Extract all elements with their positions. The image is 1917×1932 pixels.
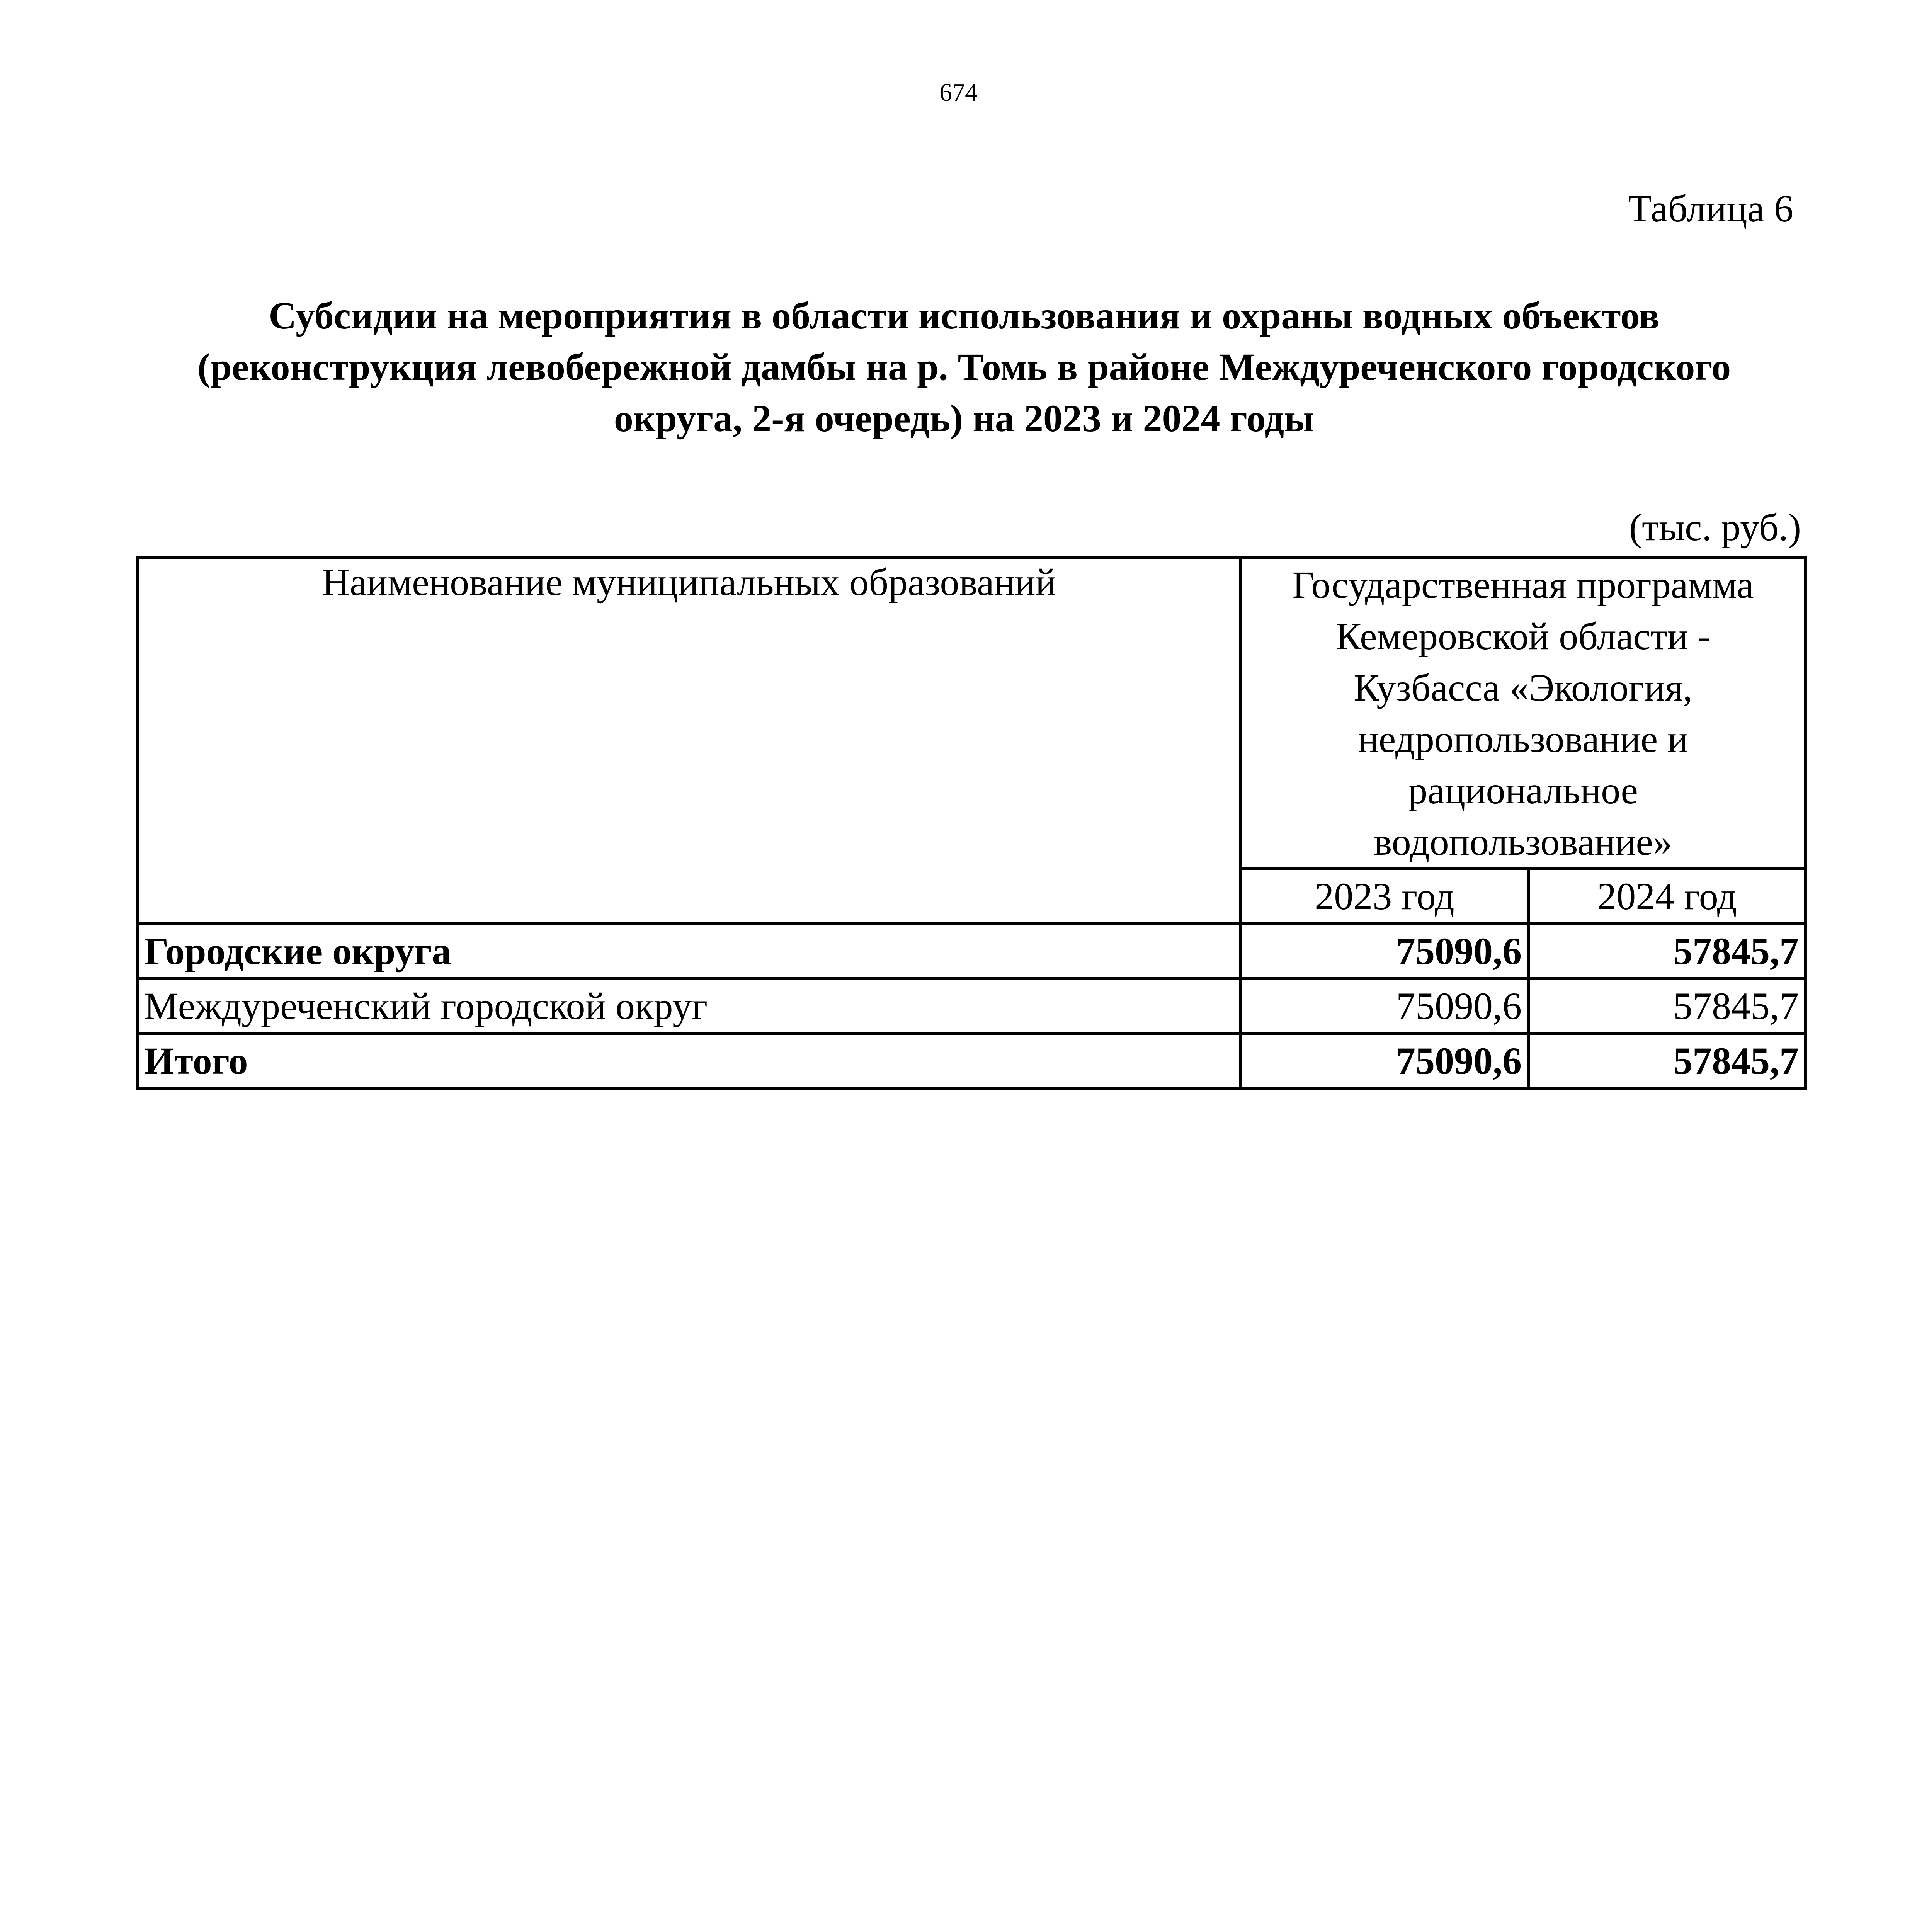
header-program-line: Кемеровской области - <box>1335 615 1711 658</box>
row-value-2023: 75090,6 <box>1241 1034 1529 1088</box>
header-program-line: недропользование и <box>1358 718 1688 760</box>
page-number: 674 <box>939 78 978 107</box>
header-program-line: Кузбасса «Экология, <box>1354 666 1692 709</box>
row-value-2024: 57845,7 <box>1529 924 1806 979</box>
document-title-line: Субсидии на мероприятия в области использования и охраны водных объектов <box>269 294 1660 337</box>
row-value-2023: 75090,6 <box>1241 979 1529 1034</box>
document-title-line: (реконструкция левобережной дамбы на р. Томь в районе Междуреченского городского <box>197 345 1731 388</box>
document-title <box>128 290 1801 444</box>
row-name: Городские округа <box>138 924 1241 979</box>
row-value-2023: 75090,6 <box>1241 924 1529 979</box>
row-value-2024: 57845,7 <box>1529 1034 1806 1088</box>
row-value-2024: 57845,7 <box>1529 979 1806 1034</box>
table-row-total <box>138 1034 1806 1088</box>
header-year-2024: 2024 год <box>1529 869 1806 924</box>
subsidy-table <box>136 556 1807 1090</box>
table-label: Таблица 6 <box>1628 187 1793 230</box>
header-program-line: рациональное <box>1408 769 1638 812</box>
header-program-line: водопользование» <box>1374 820 1672 863</box>
row-name: Междуреченский городской округ <box>138 979 1241 1034</box>
table-row-urban-districts <box>138 924 1806 979</box>
table-row-mezhdurechensky <box>138 979 1806 1034</box>
document-title-line: округа, 2-я очередь) на 2023 и 2024 годы <box>614 397 1315 440</box>
header-state-program <box>1241 558 1806 869</box>
units-label: (тыс. руб.) <box>1629 506 1801 549</box>
table-header-row <box>138 558 1806 869</box>
header-program-line: Государственная программа <box>1292 563 1754 606</box>
header-municipality-name: Наименование муниципальных образований <box>138 558 1241 924</box>
header-year-2023: 2023 год <box>1241 869 1529 924</box>
row-name: Итого <box>138 1034 1241 1088</box>
